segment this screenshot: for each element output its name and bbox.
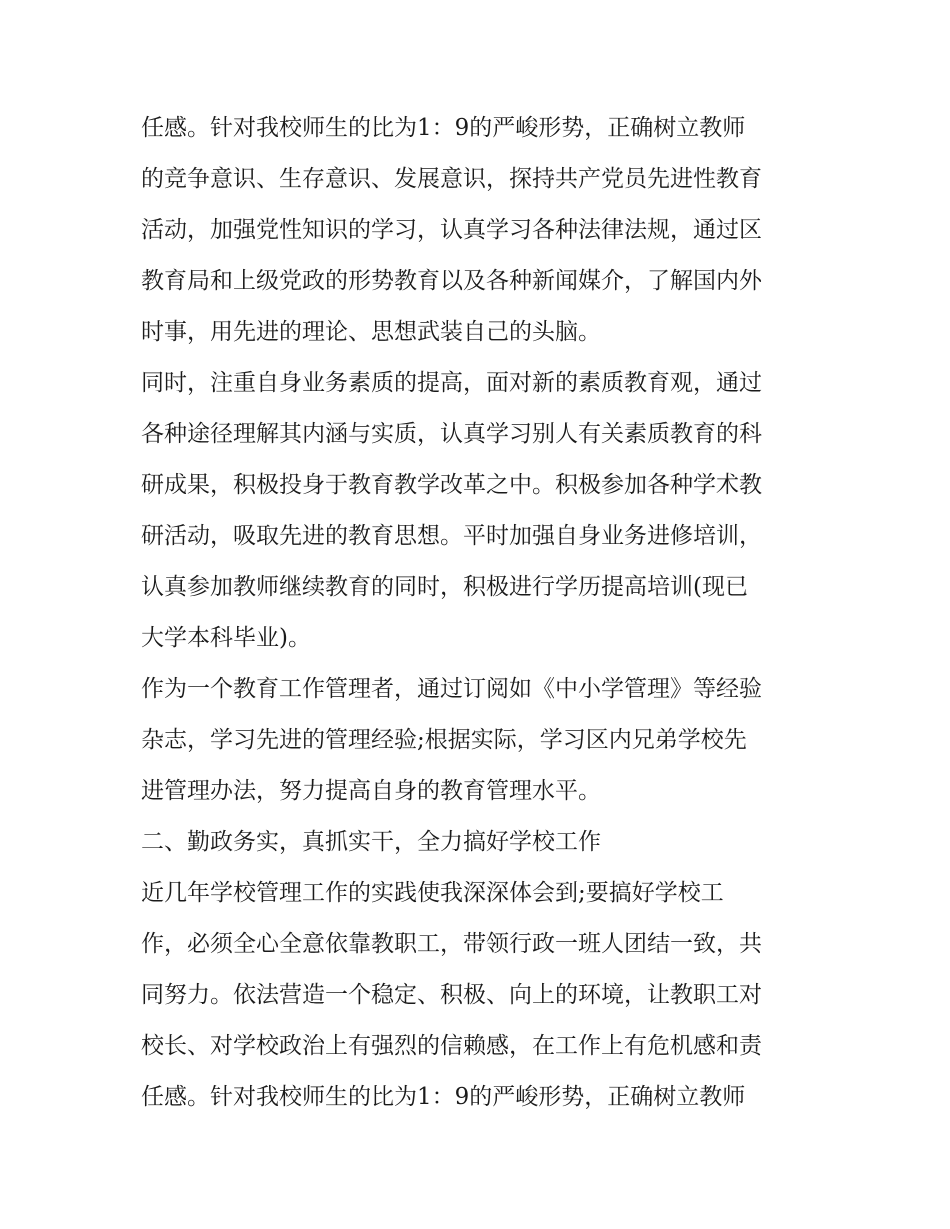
text-line: 大学本科毕业)。 — [141, 625, 311, 651]
text-line: 同努力。依法营造一个稳定、积极、向上的环境，让教职工对 — [141, 982, 762, 1008]
text-line: 任感。针对我校师生的比为1：9的严峻形势，正确树立教师 — [141, 115, 746, 141]
text-line: 作为一个教育工作管理者，通过订阅如《中小学管理》等经验 — [141, 676, 762, 702]
text-line: 认真参加教师继续教育的同时，积极进行学历提高培训(现已 — [141, 574, 748, 600]
text-line: 时事，用先进的理论、思想武装自己的头脑。 — [141, 319, 601, 345]
text-line: 活动，加强党性知识的学习，认真学习各种法律法规，通过区 — [141, 217, 762, 243]
document-body — [141, 103, 821, 1123]
text-line: 任感。针对我校师生的比为1：9的严峻形势，正确树立教师 — [141, 1084, 746, 1110]
text-line: 同时，注重自身业务素质的提高，面对新的素质教育观，通过 — [141, 370, 762, 396]
text-line: 教育局和上级党政的形势教育以及各种新闻媒介，了解国内外 — [141, 268, 762, 294]
text-line: 研活动，吸取先进的教育思想。平时加强自身业务进修培训， — [141, 523, 762, 549]
section-heading: 二、勤政务实，真抓实干，全力搞好学校工作 — [141, 829, 601, 855]
text-line: 杂志，学习先进的管理经验;根据实际，学习区内兄弟学校先 — [141, 727, 747, 753]
text-line: 的竞争意识、生存意识、发展意识，探持共产党员先进性教育 — [141, 166, 762, 192]
text-line: 近几年学校管理工作的实践使我深深体会到;要搞好学校工 — [141, 880, 724, 906]
text-line: 各种途径理解其内涵与实质，认真学习别人有关素质教育的科 — [141, 421, 762, 447]
text-line: 进管理办法，努力提高自身的教育管理水平。 — [141, 778, 601, 804]
text-line: 研成果，积极投身于教育教学改革之中。积极参加各种学术教 — [141, 472, 762, 498]
text-line: 作，必须全心全意依靠教职工，带领行政一班人团结一致，共 — [141, 931, 762, 957]
text-line: 校长、对学校政治上有强烈的信赖感，在工作上有危机感和责 — [141, 1033, 762, 1059]
